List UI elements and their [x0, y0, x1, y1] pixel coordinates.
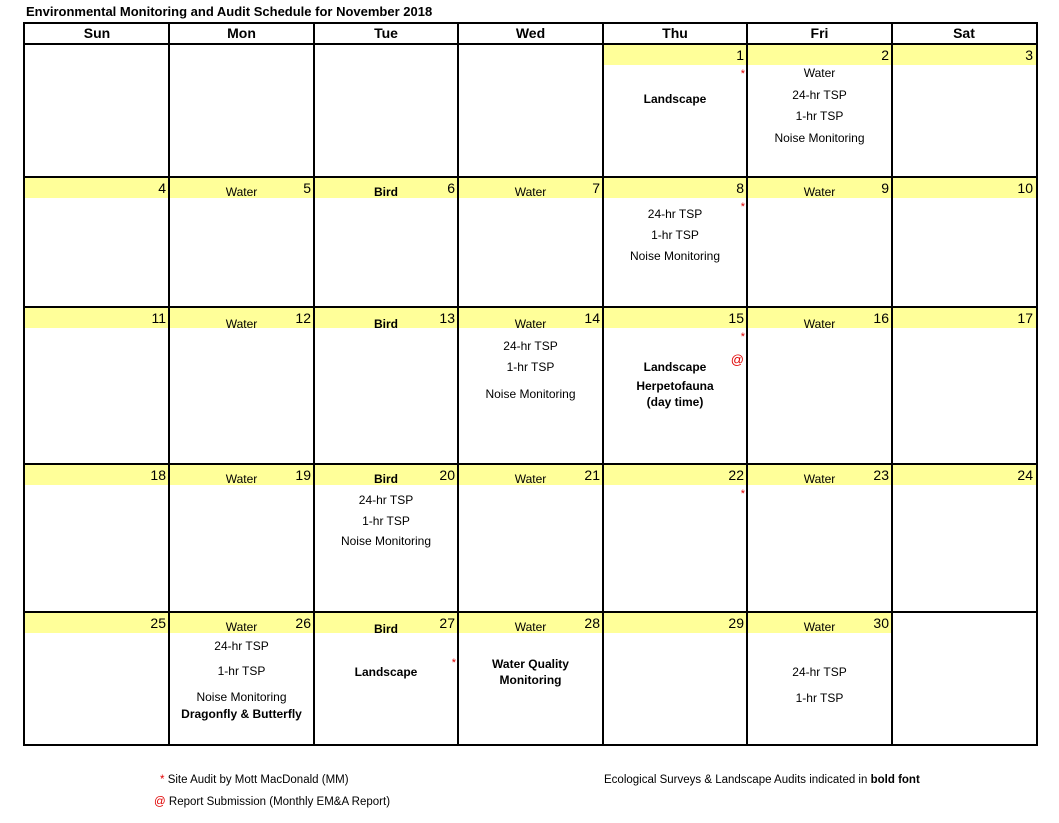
- date-highlight-bar: [25, 613, 169, 633]
- monitoring-entry: Water: [225, 472, 258, 486]
- calendar-grid: [23, 22, 1038, 746]
- monitoring-entry: Water: [803, 317, 836, 331]
- date-highlight-bar: [892, 45, 1036, 65]
- monitoring-entry: Water: [803, 66, 836, 80]
- monitoring-entry: Water: [803, 185, 836, 199]
- ecological-survey-entry: Landscape: [354, 665, 418, 679]
- grid-divider: [602, 45, 604, 176]
- day-number: 6: [447, 180, 455, 196]
- week-row: [25, 176, 1036, 306]
- weekday-header-wed: Wed: [515, 25, 546, 41]
- weekday-header-thu: Thu: [662, 25, 688, 41]
- monitoring-entry: 1-hr TSP: [795, 691, 844, 705]
- date-highlight-bar: [25, 465, 169, 485]
- ecological-survey-entry: Monitoring: [499, 673, 562, 687]
- monitoring-entry: 24-hr TSP: [792, 665, 847, 679]
- grid-divider: [746, 308, 748, 463]
- grid-divider: [891, 613, 893, 744]
- day-number: 20: [439, 467, 455, 483]
- monitoring-entry: Noise Monitoring: [485, 387, 576, 401]
- day-number: 16: [873, 310, 889, 326]
- monitoring-entry: 1-hr TSP: [217, 664, 266, 678]
- monitoring-entry: 24-hr TSP: [503, 339, 558, 353]
- ecological-survey-entry: Bird: [374, 317, 398, 331]
- day-number: 22: [728, 467, 744, 483]
- day-number: 12: [295, 310, 311, 326]
- monitoring-entry: Water: [225, 620, 258, 634]
- day-cell-10: [892, 178, 1036, 306]
- day-number: 26: [295, 615, 311, 631]
- monitoring-entry: 1-hr TSP: [362, 514, 410, 528]
- grid-divider: [168, 178, 170, 306]
- monitoring-entry: Water: [225, 317, 258, 331]
- day-cell-23: [747, 465, 892, 611]
- site-audit-asterisk-icon: *: [740, 201, 745, 213]
- legend-report-text: Report Submission (Monthly EM&A Report): [168, 796, 391, 808]
- ecological-survey-entry: Dragonfly & Butterfly: [181, 707, 302, 721]
- day-number: 10: [1017, 180, 1033, 196]
- date-highlight-bar: [25, 308, 169, 328]
- grid-divider: [891, 24, 893, 43]
- legend-audit-text: Site Audit by Mott MacDonald (MM): [167, 774, 349, 786]
- monitoring-entry: Water: [514, 317, 547, 331]
- report-submission-at-icon: @: [730, 352, 744, 367]
- day-cell-30: [747, 613, 892, 744]
- day-cell-11: [25, 308, 169, 463]
- page-title: Environmental Monitoring and Audit Schedule for November 2018: [26, 4, 433, 19]
- day-number: 23: [873, 467, 889, 483]
- day-number: 17: [1017, 310, 1033, 326]
- day-cell-8: [603, 178, 747, 306]
- empty-day-cell: [169, 45, 314, 176]
- legend-note-prefix: Ecological Surveys & Landscape Audits indicated in: [604, 774, 868, 786]
- grid-divider: [746, 465, 748, 611]
- day-cell-9: [747, 178, 892, 306]
- date-highlight-bar: [25, 178, 169, 198]
- grid-divider: [746, 24, 748, 43]
- date-highlight-bar: [603, 613, 747, 633]
- date-highlight-bar: [747, 45, 892, 65]
- weekday-header-sat: Sat: [953, 25, 975, 41]
- day-number: 5: [303, 180, 311, 196]
- day-number: 30: [873, 615, 889, 631]
- ecological-survey-entry: Bird: [374, 472, 398, 486]
- grid-divider: [891, 45, 893, 176]
- monitoring-entry: Noise Monitoring: [774, 131, 865, 145]
- day-cell-14: [458, 308, 603, 463]
- day-number: 19: [295, 467, 311, 483]
- legend-bold-note: [604, 774, 920, 786]
- week-row: [25, 611, 1036, 744]
- ecological-survey-entry: (day time): [646, 395, 704, 409]
- day-number: 18: [150, 467, 166, 483]
- day-cell-4: [25, 178, 169, 306]
- monitoring-entry: Water: [514, 185, 547, 199]
- legend-report: [154, 796, 390, 808]
- grid-divider: [313, 24, 315, 43]
- date-highlight-bar: [892, 308, 1036, 328]
- empty-day-cell: [25, 45, 169, 176]
- grid-divider: [891, 465, 893, 611]
- date-highlight-bar: [603, 45, 747, 65]
- grid-divider: [313, 178, 315, 306]
- grid-divider: [602, 308, 604, 463]
- day-number: 14: [584, 310, 600, 326]
- monitoring-entry: 24-hr TSP: [214, 639, 269, 653]
- day-cell-18: [25, 465, 169, 611]
- day-cell-19: [169, 465, 314, 611]
- day-cell-21: [458, 465, 603, 611]
- day-cell-17: [892, 308, 1036, 463]
- weekday-header-mon: Mon: [227, 25, 256, 41]
- monitoring-entry: 24-hr TSP: [358, 493, 414, 507]
- ecological-survey-entry: Landscape: [643, 92, 707, 106]
- empty-day-cell: [458, 45, 603, 176]
- grid-divider: [313, 465, 315, 611]
- grid-divider: [313, 308, 315, 463]
- day-cell-20: [314, 465, 458, 611]
- grid-divider: [746, 178, 748, 306]
- date-highlight-bar: [892, 465, 1036, 485]
- weekday-header-tue: Tue: [374, 25, 398, 41]
- week-row: [25, 45, 1036, 176]
- date-highlight-bar: [603, 465, 747, 485]
- weekday-header-row: [25, 24, 1036, 45]
- day-cell-15: [603, 308, 747, 463]
- monitoring-entry: Noise Monitoring: [340, 534, 432, 548]
- grid-divider: [168, 308, 170, 463]
- grid-divider: [746, 613, 748, 744]
- ecological-survey-entry: Herpetofauna: [636, 379, 714, 393]
- day-number: 4: [158, 180, 166, 196]
- grid-divider: [168, 45, 170, 176]
- day-number: 11: [151, 310, 166, 326]
- grid-divider: [457, 178, 459, 306]
- grid-divider: [457, 613, 459, 744]
- day-number: 9: [881, 180, 889, 196]
- legend-note-suffix: font: [894, 774, 920, 786]
- weekday-header-sun: Sun: [83, 25, 111, 41]
- at-icon: @: [154, 796, 166, 808]
- day-number: 2: [881, 47, 889, 63]
- day-cell-26: [169, 613, 314, 744]
- day-number: 24: [1017, 467, 1033, 483]
- grid-divider: [891, 308, 893, 463]
- monitoring-entry: 1-hr TSP: [795, 109, 844, 123]
- week-row: [25, 306, 1036, 463]
- grid-divider: [602, 178, 604, 306]
- day-number: 25: [150, 615, 166, 631]
- day-cell-13: [314, 308, 458, 463]
- site-audit-asterisk-icon: *: [740, 68, 745, 80]
- grid-divider: [457, 24, 459, 43]
- day-cell-16: [747, 308, 892, 463]
- day-cell-12: [169, 308, 314, 463]
- asterisk-icon: *: [160, 774, 165, 786]
- day-cell-22: [603, 465, 747, 611]
- monitoring-entry: 24-hr TSP: [792, 88, 847, 102]
- site-audit-asterisk-icon: *: [740, 488, 745, 500]
- day-number: 15: [728, 310, 744, 326]
- week-row: [25, 463, 1036, 611]
- grid-divider: [746, 45, 748, 176]
- day-cell-25: [25, 613, 169, 744]
- monitoring-entry: 24-hr TSP: [647, 207, 703, 221]
- day-number: 7: [592, 180, 600, 196]
- grid-divider: [602, 465, 604, 611]
- day-cell-29: [603, 613, 747, 744]
- day-cell-24: [892, 465, 1036, 611]
- monitoring-entry: Water: [803, 472, 836, 486]
- monitoring-entry: 1-hr TSP: [651, 228, 699, 242]
- monitoring-entry: Noise Monitoring: [196, 690, 287, 704]
- date-highlight-bar: [603, 308, 747, 328]
- ecological-survey-entry: Bird: [374, 185, 398, 199]
- monitoring-entry: Water: [803, 620, 836, 634]
- grid-divider: [168, 24, 170, 43]
- ecological-survey-entry: Landscape: [643, 360, 707, 374]
- day-number: 29: [728, 615, 744, 631]
- day-cell-6: [314, 178, 458, 306]
- day-number: 3: [1025, 47, 1033, 63]
- day-number: 28: [584, 615, 600, 631]
- day-number: 13: [439, 310, 455, 326]
- grid-divider: [602, 24, 604, 43]
- grid-divider: [168, 613, 170, 744]
- grid-divider: [602, 613, 604, 744]
- grid-divider: [313, 613, 315, 744]
- weekday-header-fri: Fri: [810, 25, 829, 41]
- monitoring-entry: Water: [225, 185, 258, 199]
- grid-divider: [891, 178, 893, 306]
- day-cell-2: [747, 45, 892, 176]
- empty-day-cell: [892, 613, 1036, 744]
- day-number: 1: [736, 47, 744, 63]
- day-cell-27: [314, 613, 458, 744]
- grid-divider: [457, 308, 459, 463]
- monitoring-entry: Water: [514, 472, 547, 486]
- monitoring-entry: Water: [514, 620, 547, 634]
- day-cell-7: [458, 178, 603, 306]
- day-cell-3: [892, 45, 1036, 176]
- site-audit-asterisk-icon: *: [451, 657, 456, 669]
- site-audit-asterisk-icon: *: [740, 331, 745, 343]
- grid-divider: [313, 45, 315, 176]
- empty-day-cell: [314, 45, 458, 176]
- date-highlight-bar: [892, 178, 1036, 198]
- ecological-survey-entry: Water Quality: [492, 657, 569, 671]
- grid-divider: [457, 465, 459, 611]
- day-cell-28: [458, 613, 603, 744]
- monitoring-entry: 1-hr TSP: [506, 360, 555, 374]
- grid-divider: [168, 465, 170, 611]
- legend-audit: [160, 774, 349, 786]
- grid-divider: [457, 45, 459, 176]
- day-number: 8: [736, 180, 744, 196]
- day-cell-5: [169, 178, 314, 306]
- date-highlight-bar: [603, 178, 747, 198]
- legend-note-bold: bold: [870, 774, 895, 786]
- day-number: 21: [584, 467, 600, 483]
- monitoring-entry: Noise Monitoring: [629, 249, 721, 263]
- day-cell-1: [603, 45, 747, 176]
- day-number: 27: [439, 615, 455, 631]
- ecological-survey-entry: Bird: [374, 622, 398, 636]
